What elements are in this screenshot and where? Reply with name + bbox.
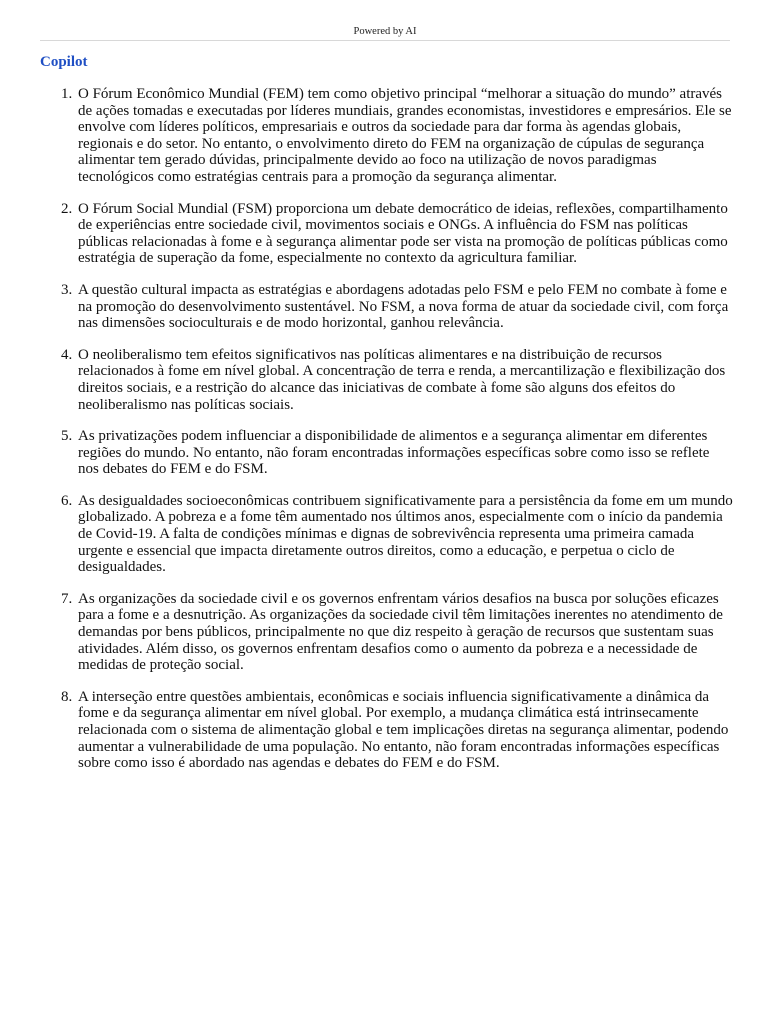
powered-by-header: Powered by AI <box>40 24 730 41</box>
answer-text: O Fórum Econômico Mundial (FEM) tem como objetivo principal “melhorar a situação do mundo” através de ações tomadas e executadas por líderes mundiais, grandes economistas, investidores e empresários. Ele se envolve com líderes políticos, empresariais e outros da sociedade para dar forma às agendas globais, regionais e do setor. No entanto, o envolvimento direto do FEM na organização de cúpulas de segurança alimentar tem gerado dúvidas, principalmente devido ao foco na utilização de novos paradigmas tecnológicos como estratégias centrais para a promoção da segurança alimentar. <box>78 86 732 185</box>
answer-item-8 <box>61 688 733 772</box>
answer-list <box>61 86 733 787</box>
answer-text: As organizações da sociedade civil e os governos enfrentam vários desafios na busca por soluções eficazes para a fome e a desnutrição. As organizações da sociedade civil têm limitações inerentes no atendimento de demandas por bens públicos, principalmente no que diz respeito à geração de recursos que sustentam suas atividades. Além disso, os governos enfrentam desafios como o aumento da pobreza e a necessidade de medidas de proteção social. <box>78 590 723 674</box>
answer-text: O Fórum Social Mundial (FSM) proporciona um debate democrático de ideias, reflexões, compartilhamento de experiências entre sociedade civil, movimentos sociais e ONGs. A influência do FSM nas políticas públicas relacionadas à fome e à segurança alimentar pode ser vista na promoção de políticas públicas como estratégia de superação da fome, especialmente no contexto da agricultura familiar. <box>78 200 728 267</box>
answer-item-7 <box>61 590 733 674</box>
answer-number: 4. <box>61 346 73 363</box>
answer-item-2 <box>61 200 733 267</box>
answer-text: A interseção entre questões ambientais, econômicas e sociais influencia significativamente a dinâmica da fome e da segurança alimentar em nível global. Por exemplo, a mudança climática está intrinsecamente relacionada com o sistema de alimentação global e tem implicações diretas na segurança alimentar, podendo aumentar a vulnerabilidade de uma população. No entanto, não foram encontradas informações específicas sobre como isso é abordado nas agendas e debates do FEM e do FSM. <box>78 688 729 772</box>
answer-text: As privatizações podem influenciar a disponibilidade de alimentos e a segurança alimentar em diferentes regiões do mundo. No entanto, não foram encontradas informações específicas sobre como isso se reflete nos debates do FEM e do FSM. <box>78 428 710 478</box>
answer-number: 6. <box>61 492 73 509</box>
answer-item-4 <box>61 346 733 413</box>
answer-number: 2. <box>61 200 73 217</box>
answer-item-1 <box>61 86 733 186</box>
answer-number: 3. <box>61 281 73 298</box>
answer-number: 1. <box>61 86 73 102</box>
answer-number: 7. <box>61 590 73 607</box>
answer-item-6 <box>61 492 733 576</box>
answer-text: A questão cultural impacta as estratégias e abordagens adotadas pelo FSM e pelo FEM no combate à fome e na promoção do desenvolvimento sustentável. No FSM, a nova forma de atuar da sociedade civil, com força nas dimensões socioculturais e de modo horizontal, ganhou relevância. <box>78 281 729 332</box>
answer-number: 8. <box>61 688 73 705</box>
answer-text: As desigualdades socioeconômicas contribuem significativamente para a persistência da fome em um mundo globalizado. A pobreza e a fome têm aumentado nos últimos anos, especialmente com o início da pandemia de Covid-19. A falta de condições mínimas e dignas de sobrevivência representa uma primeira camada urgente e essencial que impacta diretamente outros direitos, como a educação, e perpetua o ciclo de desigualdades. <box>78 492 733 576</box>
answer-number: 5. <box>61 428 73 445</box>
answer-item-3 <box>61 281 733 332</box>
answer-item-5 <box>61 428 733 478</box>
copilot-brand-label: Copilot <box>40 54 88 70</box>
answer-text: O neoliberalismo tem efeitos significativos nas políticas alimentares e na distribuição de recursos relacionados à fome em nível global. A concentração de terra e renda, a mercantilização e flexibilização dos direitos sociais, e a restrição do alcance das iniciativas de combate à fome são alguns dos efeitos do neoliberalismo nas políticas sociais. <box>78 346 726 413</box>
